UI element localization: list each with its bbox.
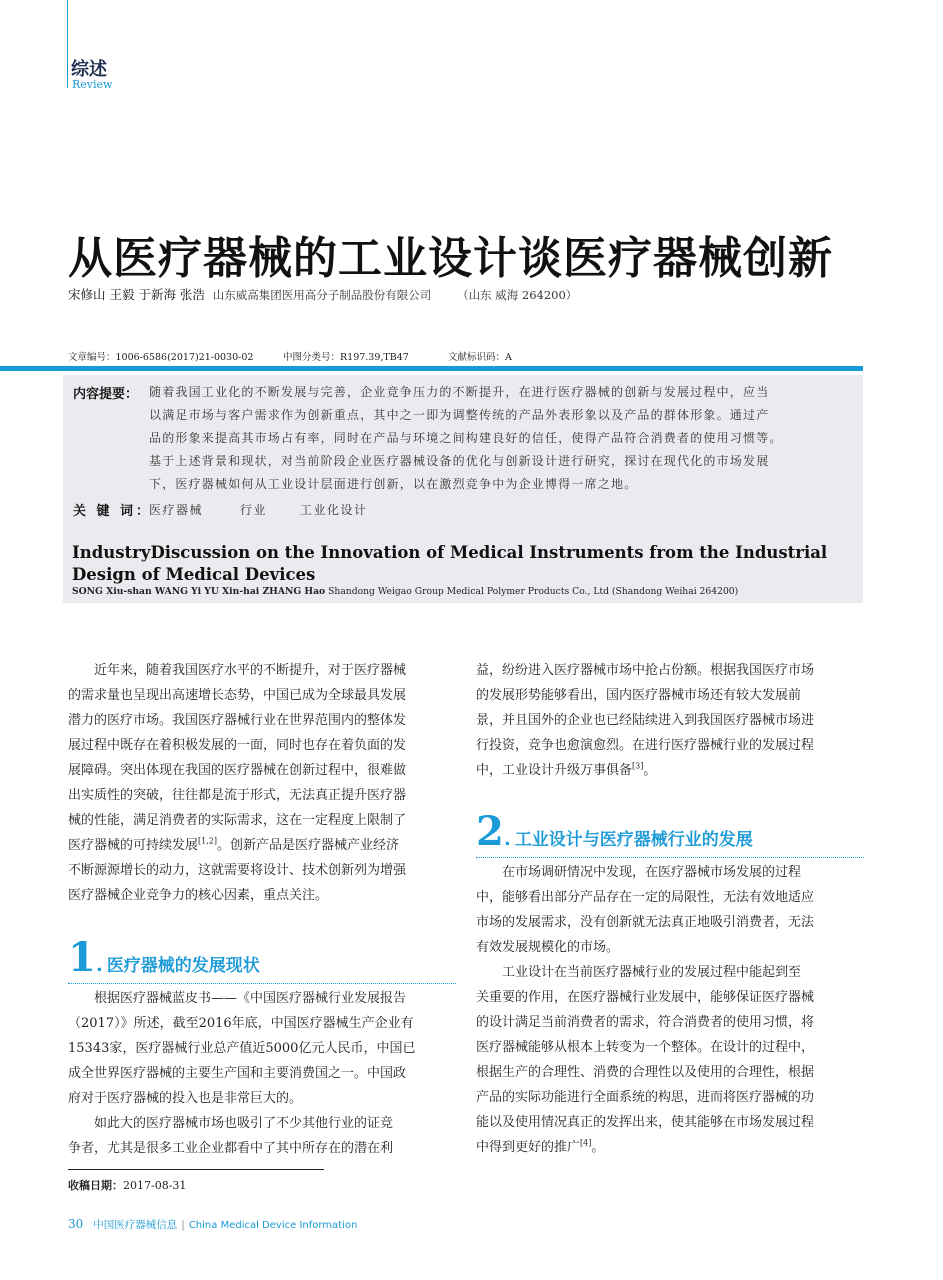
abstract-line: 以满足市场与客户需求作为创新重点，其中之一即为调整传统的产品外表形象以及产品的群体形象。通过产 (149, 408, 770, 422)
body-line: 械的性能，满足消费者的实际需求，这在一定程度上限制了 (68, 813, 407, 828)
body-line: 成全世界医疗器械的主要生产国和主要消费国之一。中国政 (68, 1066, 407, 1081)
body-line: 的设计满足当前消费者的需求，符合消费者的使用习惯，将 (476, 1015, 815, 1030)
citation: [3] (632, 761, 644, 771)
section-1-heading (68, 934, 260, 981)
body-line-with-cite: 中，工业设计升级万事俱备[3]。 (476, 761, 657, 778)
author-affiliation: 山东威高集团医用高分子制品股份有限公司 (212, 288, 432, 302)
right-column-continuation (476, 658, 864, 783)
footnote-rule (68, 1169, 324, 1170)
document-code: 文献标识码：A (448, 352, 512, 363)
body-line: 行投资，竞争也愈演愈烈。在进行医疗器械行业的发展过程 (476, 738, 815, 753)
section-2-heading (476, 808, 753, 855)
english-affiliation: Shandong Weigao Group Medical Polymer Products Co., Ltd (Shandong Weihai 264200) (328, 586, 739, 597)
body-line: 医疗器械能够从根本上转变为一个整体。在设计的过程中， (476, 1040, 815, 1055)
abstract-text (149, 381, 869, 496)
body-text: 中，工业设计升级万事俱备 (476, 763, 633, 778)
section-2-paragraphs (476, 860, 864, 1160)
journal-name-en: China Medical Device Information (188, 1220, 358, 1231)
section-number: 1 (68, 934, 96, 981)
abstract-line: 下，医疗器械如何从工业设计层面进行创新，以在激烈竞争中为企业博得一席之地。 (149, 477, 638, 491)
body-line: 医疗器械企业竞争力的核心因素，重点关注。 (68, 888, 329, 903)
body-line: 根据生产的合理性、消费的合理性以及使用的合理性，根据 (476, 1065, 815, 1080)
body-line: 展过程中既存在着积极发展的一面，同时也存在着负面的发 (68, 738, 407, 753)
page-number: 30 (68, 1217, 84, 1231)
body-line: 如此大的医疗器械市场也吸引了不少其他行业的证竞 (94, 1116, 394, 1131)
keyword: 工业化设计 (300, 503, 368, 517)
body-line: 的需求量也呈现出高速增长态势，中国已成为全球最具发展 (68, 688, 407, 703)
left-column-intro (68, 658, 456, 908)
keywords-label: 关 键 词： (73, 504, 153, 519)
section-divider (476, 857, 864, 858)
body-line: 15343家，医疗器械行业总产值近5000亿元人民币，中国已 (68, 1041, 416, 1056)
section-title: 工业设计与医疗器械行业的发展 (514, 830, 753, 850)
citation: [1,2] (198, 836, 217, 846)
body-line: 在市场调研情况中发现，在医疗器械市场发展的过程 (502, 865, 802, 880)
body-line: 产品的实际功能进行全面系统的构思，进而将医疗器械的功 (476, 1090, 815, 1105)
body-line: （2017）》所述，截至2016年底，中国医疗器械生产企业有 (68, 1016, 414, 1031)
body-line: 益，纷纷进入医疗器械市场中抢占份额。根据我国医疗市场 (476, 663, 815, 678)
section-divider (68, 983, 456, 984)
english-author-line (72, 586, 738, 597)
body-line: 景，并且国外的企业也已经陆续进入到我国医疗器械市场进 (476, 713, 815, 728)
body-line-with-cite (68, 833, 456, 858)
body-line: 不断源源增长的动力，这就需要将设计、技术创新列为增强 (68, 863, 407, 878)
section-number: 2 (476, 808, 504, 855)
author-address: （山东 威海 264200） (457, 288, 578, 302)
section-label-en: Review (72, 78, 113, 91)
section-title: 医疗器械的发展现状 (106, 956, 260, 976)
article-number: 文章编号：1006-6586(2017)21-0030-02 (68, 352, 254, 363)
header-rule (67, 0, 68, 88)
body-line: 根据医疗器械蓝皮书——《中国医疗器械行业发展报告 (94, 991, 407, 1006)
body-line: 关重要的作用，在医疗器械行业发展中，能够保证医疗器械 (476, 990, 815, 1005)
abstract-label: 内容提要： (73, 387, 139, 402)
body-line: 工业设计在当前医疗器械行业的发展过程中能起到至 (502, 965, 802, 980)
section-dot: . (95, 952, 103, 976)
received-date-label: 收稿日期： (68, 1179, 123, 1192)
abstract-line: 品的形象来提高其市场占有率，同时在产品与环境之间构建良好的信任，使得产品符合消费者的使用习惯等。 (149, 431, 783, 445)
body-text: 。创新产品是医疗器械产业经济 (216, 838, 399, 853)
clc-number: 中图分类号：R197.39,TB47 (283, 352, 409, 363)
body-line: 近年来，随着我国医疗水平的不断提升，对于医疗器械 (94, 663, 407, 678)
section-1-paragraph-1 (68, 986, 456, 1161)
abstract-line: 随着我国工业化的不断发展与完善，企业竞争压力的不断提升，在进行医疗器械的创新与发展过程中，应当 (149, 385, 770, 399)
body-line: 潜力的医疗市场。我国医疗器械行业在世界范围内的整体发 (68, 713, 407, 728)
body-line: 府对于医疗器械的投入也是非常巨大的。 (68, 1091, 303, 1106)
body-line: 市场的发展需求，没有创新就无法真正地吸引消费者，无法 (476, 915, 815, 930)
section-label: 综述 (71, 59, 107, 80)
body-text: 中得到更好的推广 (476, 1140, 581, 1155)
body-line: 有效发展规模化的市场。 (476, 940, 620, 955)
author-line (68, 285, 577, 303)
keyword: 行业 (240, 503, 268, 517)
citation: [4] (580, 1138, 592, 1148)
body-text: 医疗器械的可持续发展 (68, 838, 199, 853)
body-line: 出实质性的突破，往往都是流于形式，无法真正提升医疗器 (68, 788, 407, 803)
body-line: 展障碍。突出体现在我国的医疗器械在创新过程中，很难做 (68, 763, 407, 778)
article-title: 从医疗器械的工业设计谈医疗器械创新 (68, 233, 833, 284)
body-line: 中，能够看出部分产品存在一定的局限性，无法有效地适应 (476, 890, 815, 905)
body-line: 争者，尤其是很多工业企业都看中了其中所存在的潜在利 (68, 1141, 394, 1156)
body-line: 的发展形势能够看出，国内医疗器械市场还有较大发展前 (476, 688, 802, 703)
received-date-value: 2017-08-31 (123, 1179, 187, 1192)
english-author-names: SONG Xiu-shan WANG Yi YU Xin-hai ZHANG Hao (72, 586, 326, 597)
english-title: IndustryDiscussion on the Innovation of Medical Instruments from the Industrial Design of Medical Devices (72, 543, 828, 584)
body-line-with-cite: 中得到更好的推广[4]。 (476, 1138, 605, 1155)
footer-separator: | (181, 1219, 185, 1231)
page-footer (68, 1217, 357, 1232)
abstract-line: 基于上述背景和现状，对当前阶段企业医疗器械设备的优化与创新设计进行研究，探讨在现代化的市场发展 (149, 454, 770, 468)
author-names: 宋修山 王毅 于新海 张浩 (68, 287, 205, 302)
journal-name: 中国医疗器械信息 (93, 1219, 178, 1231)
keyword: 医疗器械 (149, 503, 204, 517)
section-dot: . (503, 826, 511, 850)
received-date (68, 1177, 186, 1193)
body-line: 能以及使用情况真正的发挥出来，使其能够在市场发展过程 (476, 1115, 815, 1130)
divider-bar (0, 366, 863, 371)
